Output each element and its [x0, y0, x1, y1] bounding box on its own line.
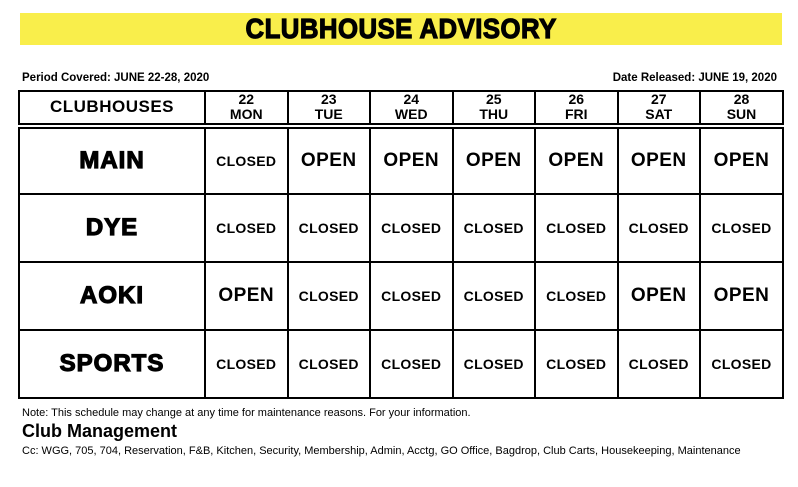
clubhouse-name-cell — [19, 330, 205, 398]
status-cell: OPEN — [453, 126, 536, 194]
status-cell: OPEN — [618, 126, 701, 194]
table-row-aoki — [19, 262, 783, 330]
schedule-note: Note: This schedule may change at any time for maintenance reasons. For your information. — [22, 406, 471, 419]
status-cell: CLOSED — [370, 262, 453, 330]
advisory-banner — [20, 13, 782, 45]
clubhouse-name-cell — [19, 262, 205, 330]
table-row-dye — [19, 194, 783, 262]
status-cell: CLOSED — [370, 194, 453, 262]
status-cell: CLOSED — [535, 262, 618, 330]
table-row-sports — [19, 330, 783, 398]
clubhouse-label: MAIN — [79, 146, 145, 174]
clubhouse-label: DYE — [85, 213, 139, 241]
status-cell: CLOSED — [288, 194, 371, 262]
clubhouse-label: SPORTS — [59, 349, 165, 377]
status-cell: CLOSED — [288, 330, 371, 398]
date-released-label: Date Released: JUNE 19, 2020 — [612, 72, 777, 84]
clubhouse-label: AOKI — [80, 281, 144, 309]
advisory-page — [0, 13, 798, 487]
day-name: MON — [229, 106, 263, 123]
status-cell: CLOSED — [453, 194, 536, 262]
status-cell: CLOSED — [205, 194, 288, 262]
day-header-fri — [535, 91, 618, 126]
day-header-tue — [288, 91, 371, 126]
status-cell: OPEN — [618, 262, 701, 330]
day-date: 26 — [568, 91, 585, 107]
status-cell: OPEN — [700, 262, 783, 330]
clubhouse-name-cell — [19, 126, 205, 194]
day-date: 27 — [650, 91, 667, 107]
table-row-main — [19, 126, 783, 194]
cc-list: Cc: WGG, 705, 704, Reservation, F&B, Kitchen, Security, Membership, Admin, Acctg, GO Office, Bagdrop, Club Carts, Housekeeping, Maintenance — [22, 444, 741, 457]
day-date: 22 — [238, 91, 255, 107]
day-name: THU — [479, 106, 509, 123]
period-covered-label: Period Covered: JUNE 22-28, 2020 — [22, 72, 210, 84]
day-header-mon — [205, 91, 288, 126]
header-row — [19, 91, 783, 126]
status-cell: OPEN — [700, 126, 783, 194]
day-date: 25 — [485, 91, 502, 107]
page-title: CLUBHOUSE ADVISORY — [245, 13, 557, 44]
status-cell: OPEN — [535, 126, 618, 194]
status-cell: OPEN — [288, 126, 371, 194]
status-cell: CLOSED — [618, 330, 701, 398]
day-date: 28 — [733, 91, 750, 107]
status-cell: CLOSED — [535, 330, 618, 398]
day-date: 23 — [320, 91, 337, 107]
status-cell: CLOSED — [700, 330, 783, 398]
status-cell: CLOSED — [700, 194, 783, 262]
day-header-wed — [370, 91, 453, 126]
day-name: SAT — [645, 106, 673, 123]
status-cell: CLOSED — [288, 262, 371, 330]
schedule-table — [18, 90, 784, 399]
day-header-sat — [618, 91, 701, 126]
status-cell: CLOSED — [205, 126, 288, 194]
status-cell: CLOSED — [453, 262, 536, 330]
status-cell: CLOSED — [618, 194, 701, 262]
status-cell: CLOSED — [535, 194, 618, 262]
day-header-thu — [453, 91, 536, 126]
day-name: SUN — [726, 106, 757, 123]
status-cell: CLOSED — [370, 330, 453, 398]
day-name: TUE — [314, 106, 343, 123]
clubhouse-name-cell — [19, 194, 205, 262]
day-header-sun — [700, 91, 783, 126]
day-name: WED — [394, 106, 428, 123]
status-cell: CLOSED — [205, 330, 288, 398]
day-date: 24 — [403, 91, 420, 107]
status-cell: CLOSED — [453, 330, 536, 398]
clubhouses-header: CLUBHOUSES — [19, 91, 205, 126]
meta-row — [22, 72, 777, 84]
status-cell: OPEN — [370, 126, 453, 194]
status-cell: OPEN — [205, 262, 288, 330]
day-name: FRI — [564, 106, 588, 123]
signature: Club Management — [22, 420, 178, 441]
